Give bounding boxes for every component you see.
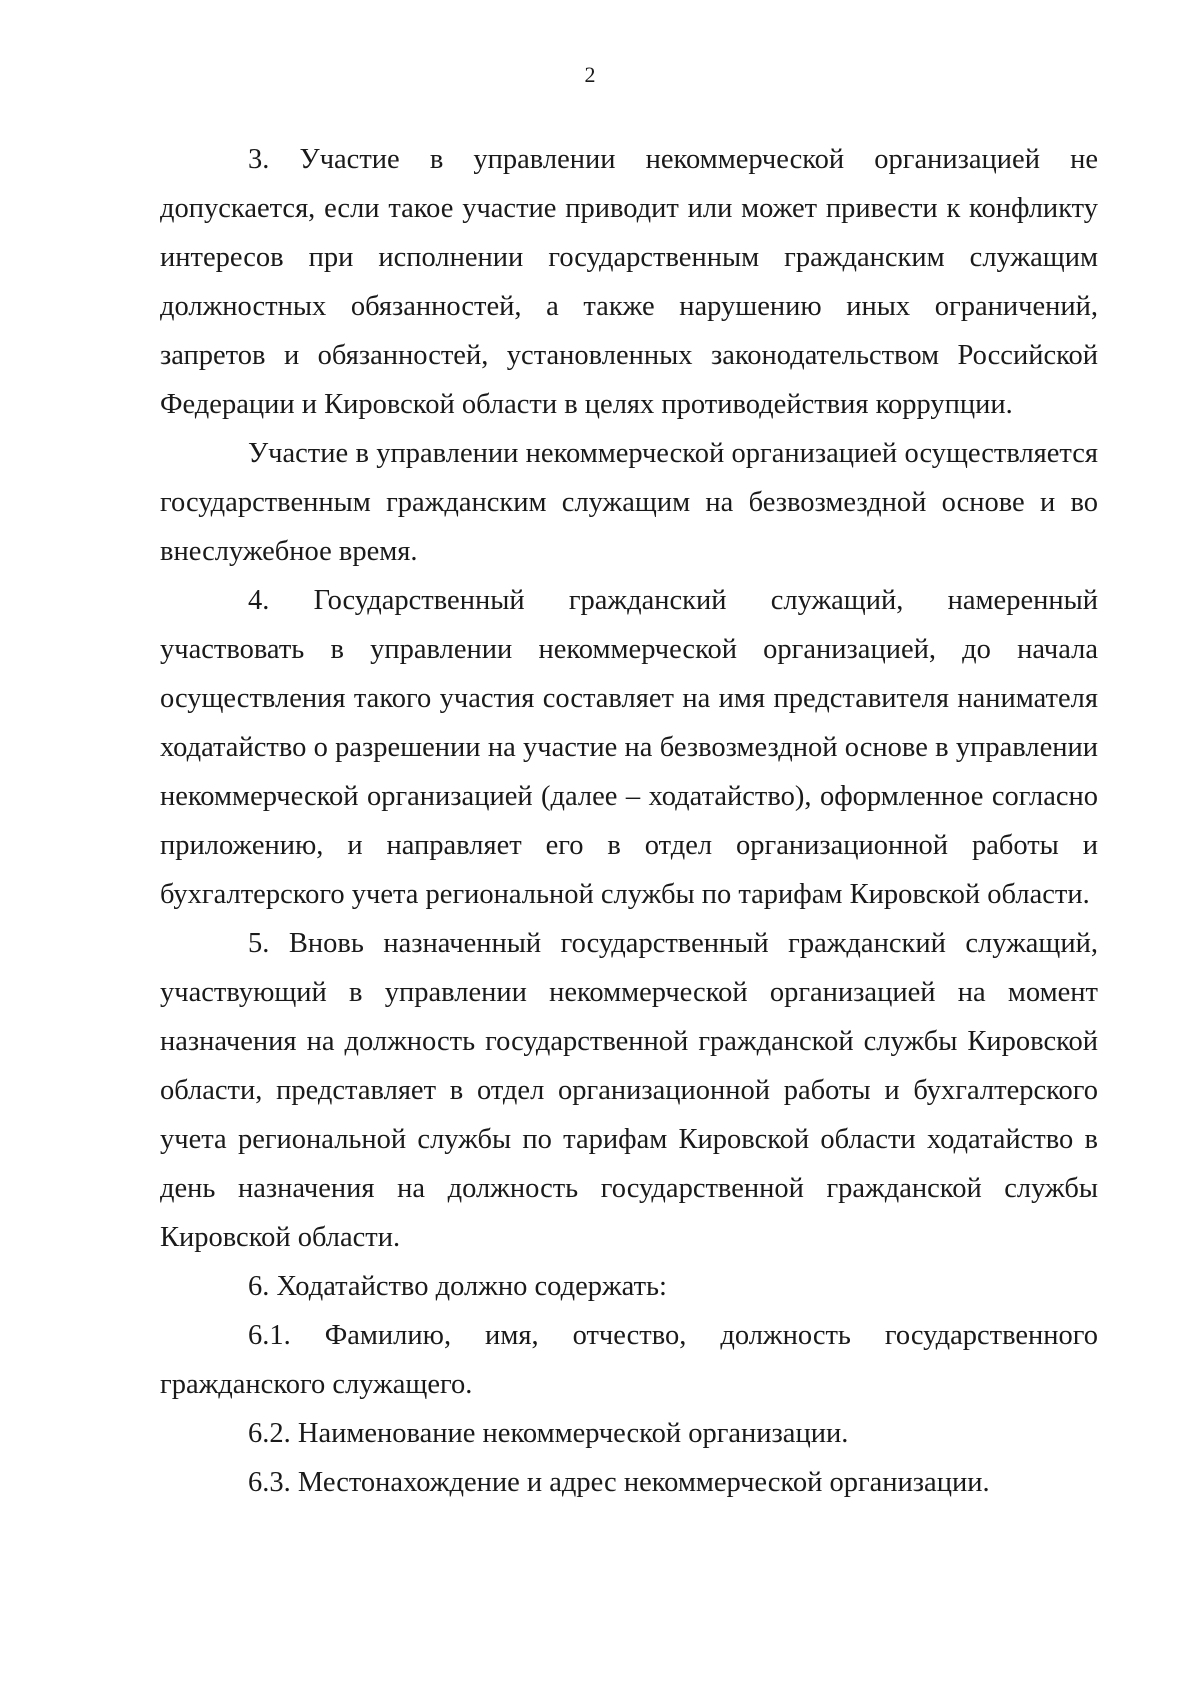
paragraph-6: 6. Ходатайство должно содержать: (248, 1271, 667, 1302)
paragraph-3-continued: Участие в управлении некоммерческой организацией осуществляется государственным гражданским служащим на безвозмездной основе и во внеслужебное время. (160, 438, 1098, 567)
page-number: 2 (584, 62, 596, 87)
paragraph-6-3: 6.3. Местонахождение и адрес некоммерческой организации. (248, 1467, 990, 1498)
paragraph-5: 5. Вновь назначенный государственный гражданский служащий, участвующий в управлении некоммерческой организацией на момент назначения на должность государственной гражданской службы Кировской области, представляет в отдел организационной работы и бухгалтерского учета региональной службы по тарифам Кировской области ходатайство в день назначения на должность государственной гражданской службы Кировской области. (160, 928, 1098, 1253)
paragraph-6-2: 6.2. Наименование некоммерческой организации. (248, 1418, 849, 1449)
paragraph-6-1: 6.1. Фамилию, имя, отчество, должность государственного гражданского служащего. (160, 1320, 1098, 1400)
paragraph-3: 3. Участие в управлении некоммерческой организацией не допускается, если такое участие приводит или может привести к конфликту интересов при исполнении государственным гражданским служащим должностных обязанностей, а также нарушению иных ограничений, запретов и обязанностей, установленных законодательством Российской Федерации и Кировской области в целях противодействия коррупции. (160, 144, 1098, 420)
document-body (160, 135, 1098, 1507)
paragraph-4: 4. Государственный гражданский служащий, намеренный участвовать в управлении некоммерческой организацией, до начала осуществления такого участия составляет на имя представителя нанимателя ходатайство о разрешении на участие на безвозмездной основе в управлении некоммерческой организацией (далее – ходатайство), оформленное согласно приложению, и направляет его в отдел организационной работы и бухгалтерского учета региональной службы по тарифам Кировской области. (160, 585, 1098, 910)
